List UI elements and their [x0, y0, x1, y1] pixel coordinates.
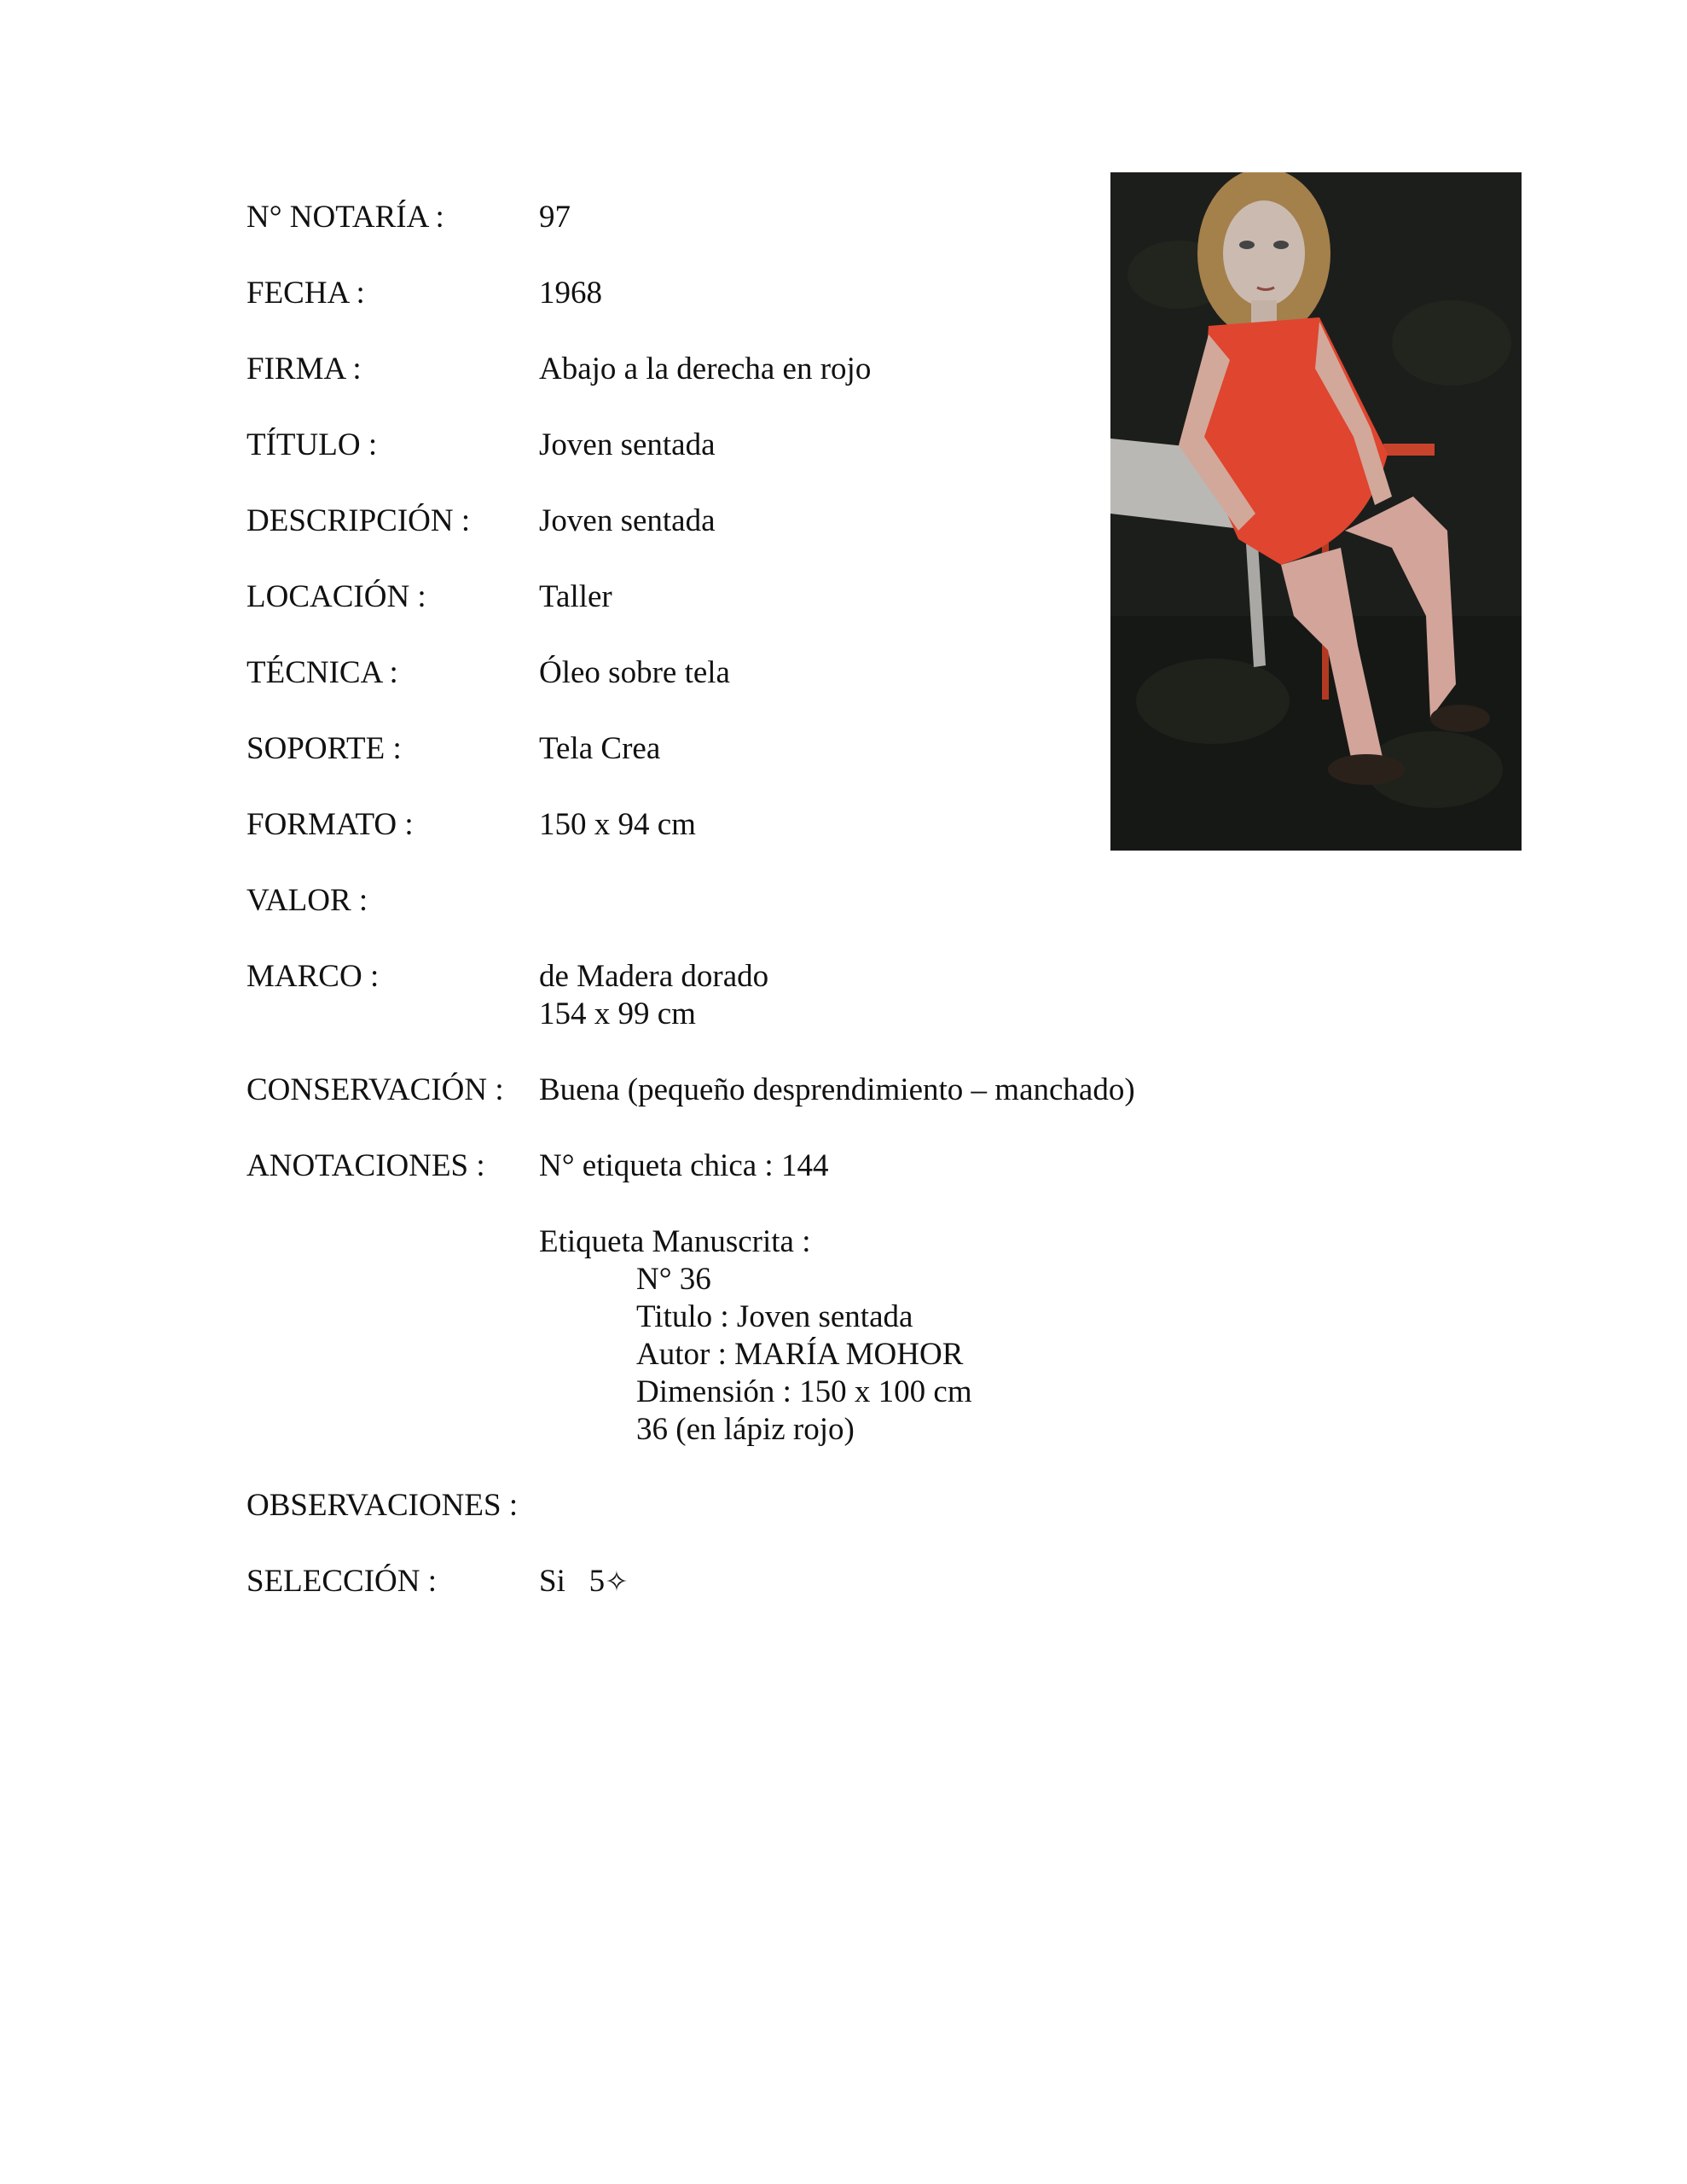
observaciones-label: OBSERVACIONES :	[246, 1488, 519, 1523]
seleccion-value	[539, 1563, 629, 1600]
fecha-value: 1968	[539, 276, 602, 311]
manuscrita-line: Autor : MARÍA MOHOR	[636, 1337, 964, 1372]
marco-material: de Madera dorado	[539, 959, 769, 994]
locacion-label: LOCACIÓN :	[246, 579, 426, 614]
valor-label: VALOR :	[246, 883, 368, 918]
manuscrita-line: 36 (en lápiz rojo)	[636, 1412, 855, 1447]
painting-image	[1110, 172, 1522, 851]
anotaciones-value: N° etiqueta chica : 144	[539, 1148, 829, 1183]
painting-chair-seat	[1383, 444, 1435, 456]
manuscrita-line: N° 36	[636, 1262, 711, 1297]
sparkle-icon: ✧	[605, 1565, 629, 1598]
titulo-value: Joven sentada	[539, 427, 716, 462]
formato-value: 150 x 94 cm	[539, 807, 696, 842]
notaria-label: N° NOTARÍA :	[246, 200, 444, 235]
descripcion-label: DESCRIPCIÓN :	[246, 503, 471, 538]
manuscrita-line: Titulo : Joven sentada	[636, 1299, 913, 1334]
seleccion-text: Si 5	[539, 1564, 606, 1599]
marco-dimension: 154 x 99 cm	[539, 996, 696, 1031]
painting-right-sandal	[1430, 705, 1490, 732]
marco-label: MARCO :	[246, 959, 380, 994]
soporte-label: SOPORTE :	[246, 731, 402, 766]
etiqueta-manuscrita-title: Etiqueta Manuscrita :	[539, 1224, 811, 1259]
titulo-label: TÍTULO :	[246, 427, 378, 462]
manuscrita-line: Dimensión : 150 x 100 cm	[636, 1374, 972, 1409]
fecha-label: FECHA :	[246, 276, 365, 311]
firma-label: FIRMA :	[246, 351, 362, 386]
formato-label: FORMATO :	[246, 807, 414, 842]
notaria-value: 97	[539, 200, 571, 235]
locacion-value: Taller	[539, 579, 612, 614]
painting-left-sandal	[1328, 754, 1405, 785]
conservacion-label: CONSERVACIÓN :	[246, 1072, 504, 1107]
firma-value: Abajo a la derecha en rojo	[539, 351, 872, 386]
anotaciones-label: ANOTACIONES :	[246, 1148, 485, 1183]
soporte-value: Tela Crea	[539, 731, 661, 766]
conservacion-value: Buena (pequeño desprendimiento – manchado)	[539, 1072, 1135, 1107]
seleccion-label: SELECCIÓN :	[246, 1564, 438, 1599]
tecnica-label: TÉCNICA :	[246, 655, 398, 690]
descripcion-value: Joven sentada	[539, 503, 716, 538]
tecnica-value: Óleo sobre tela	[539, 655, 730, 690]
